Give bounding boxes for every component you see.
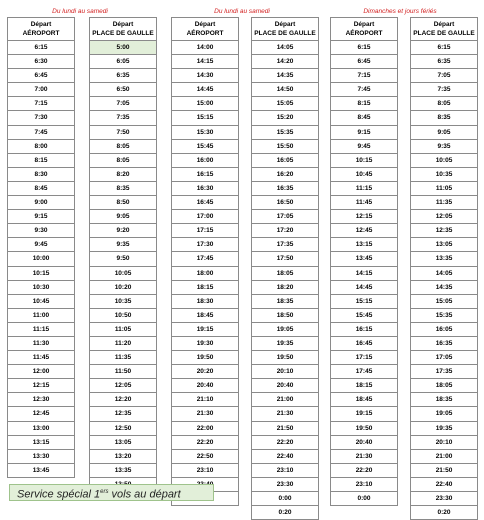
time-cell: 15:00 xyxy=(172,97,238,111)
column-header xyxy=(172,18,238,41)
header-title: Départ xyxy=(433,21,455,28)
time-cell: 10:30 xyxy=(8,281,74,295)
column-weekend-airport xyxy=(330,17,398,506)
time-cell: 8:45 xyxy=(331,111,397,125)
time-cell: 17:15 xyxy=(172,224,238,238)
time-cell: 20:40 xyxy=(252,379,318,393)
column-header xyxy=(8,18,74,41)
column-header xyxy=(331,18,397,41)
time-cell: 18:50 xyxy=(252,309,318,323)
time-cell: 18:15 xyxy=(331,379,397,393)
time-cell: 6:15 xyxy=(411,41,477,55)
time-cell: 13:35 xyxy=(90,464,156,478)
time-cell: 15:45 xyxy=(172,140,238,154)
time-cell: 16:50 xyxy=(252,196,318,210)
time-cell: 16:20 xyxy=(252,168,318,182)
time-cell: 7:50 xyxy=(90,126,156,140)
time-cell: 6:50 xyxy=(90,83,156,97)
time-cell: 8:00 xyxy=(8,140,74,154)
time-cell: 17:15 xyxy=(331,351,397,365)
time-cell: 16:15 xyxy=(331,323,397,337)
time-cell: 13:05 xyxy=(90,436,156,450)
time-cell: 14:50 xyxy=(252,83,318,97)
time-cell: 14:45 xyxy=(172,83,238,97)
time-cell: 0:00 xyxy=(252,492,318,506)
time-cell: 14:15 xyxy=(331,267,397,281)
time-cell: 11:45 xyxy=(8,351,74,365)
column-weekday-place-de-gaulle-afternoon xyxy=(251,17,319,520)
time-cell: 7:05 xyxy=(411,69,477,83)
time-cell: 8:05 xyxy=(411,97,477,111)
time-cell: 8:35 xyxy=(411,111,477,125)
column-header xyxy=(411,18,477,41)
time-cell: 9:35 xyxy=(90,238,156,252)
time-cell: 10:05 xyxy=(90,267,156,281)
banner-superscript: ers xyxy=(100,489,109,495)
time-cell: 14:35 xyxy=(411,281,477,295)
time-cell: 19:35 xyxy=(411,422,477,436)
time-cell: 8:15 xyxy=(8,154,74,168)
time-cell: 15:05 xyxy=(411,295,477,309)
time-cell: 15:20 xyxy=(252,111,318,125)
time-cell: 9:35 xyxy=(411,140,477,154)
time-cell: 23:10 xyxy=(252,464,318,478)
time-cell: 14:15 xyxy=(172,55,238,69)
time-cell: 7:05 xyxy=(90,97,156,111)
time-cell: 16:05 xyxy=(252,154,318,168)
time-cell: 7:45 xyxy=(331,83,397,97)
time-cell: 17:45 xyxy=(331,365,397,379)
time-cell: 12:35 xyxy=(411,224,477,238)
time-cell: 0:00 xyxy=(331,492,397,506)
time-cell: 8:45 xyxy=(8,182,74,196)
time-cell: 8:30 xyxy=(8,168,74,182)
time-cell: 23:10 xyxy=(172,464,238,478)
header-subtitle: AÉROPORT xyxy=(22,30,60,37)
time-cell: 0:20 xyxy=(411,506,477,520)
time-cell: 7:00 xyxy=(8,83,74,97)
banner-prefix: Service spécial 1 xyxy=(17,488,101,501)
time-cell: 10:15 xyxy=(331,154,397,168)
time-cell: 11:35 xyxy=(90,351,156,365)
time-cell: 17:20 xyxy=(252,224,318,238)
time-cell: 17:35 xyxy=(252,238,318,252)
time-list xyxy=(252,41,318,520)
time-cell: 9:00 xyxy=(8,196,74,210)
time-cell: 12:50 xyxy=(90,422,156,436)
time-cell: 17:00 xyxy=(172,210,238,224)
time-cell: 17:05 xyxy=(252,210,318,224)
time-cell: 13:00 xyxy=(8,422,74,436)
column-weekend-place-de-gaulle xyxy=(410,17,478,520)
time-cell: 15:50 xyxy=(252,140,318,154)
time-cell: 20:40 xyxy=(331,436,397,450)
time-cell: 15:35 xyxy=(252,126,318,140)
time-cell: 17:05 xyxy=(411,351,477,365)
time-cell: 0:20 xyxy=(252,506,318,520)
time-cell: 16:35 xyxy=(252,182,318,196)
time-cell: 13:45 xyxy=(8,464,74,478)
time-cell: 19:05 xyxy=(411,407,477,421)
time-cell: 21:50 xyxy=(411,464,477,478)
time-cell: 21:10 xyxy=(172,393,238,407)
time-cell: 21:00 xyxy=(252,393,318,407)
time-cell: 6:35 xyxy=(411,55,477,69)
time-cell: 13:15 xyxy=(331,238,397,252)
time-cell: 13:20 xyxy=(90,450,156,464)
time-list xyxy=(8,41,74,478)
column-header xyxy=(252,18,318,41)
time-cell: 8:35 xyxy=(90,182,156,196)
time-cell: 10:45 xyxy=(331,168,397,182)
time-cell: 15:05 xyxy=(252,97,318,111)
time-cell: 18:00 xyxy=(172,267,238,281)
time-cell: 22:20 xyxy=(331,464,397,478)
time-cell: 18:45 xyxy=(331,393,397,407)
time-cell: 17:50 xyxy=(252,252,318,266)
time-cell: 13:15 xyxy=(8,436,74,450)
column-weekday-airport xyxy=(7,17,75,478)
time-cell: 9:05 xyxy=(411,126,477,140)
header-title: Départ xyxy=(274,21,296,28)
time-cell: 22:50 xyxy=(172,450,238,464)
time-cell: 7:45 xyxy=(8,126,74,140)
time-cell: 19:15 xyxy=(331,407,397,421)
time-cell: 18:05 xyxy=(252,267,318,281)
time-cell: 20:10 xyxy=(411,436,477,450)
time-cell: 14:05 xyxy=(252,41,318,55)
time-cell: 8:05 xyxy=(90,154,156,168)
time-cell: 10:15 xyxy=(8,267,74,281)
time-cell: 12:20 xyxy=(90,393,156,407)
time-cell: 20:20 xyxy=(172,365,238,379)
time-cell: 12:45 xyxy=(331,224,397,238)
time-cell: 8:20 xyxy=(90,168,156,182)
header-title: Départ xyxy=(353,21,375,28)
time-cell: 6:35 xyxy=(90,69,156,83)
time-cell: 12:35 xyxy=(90,407,156,421)
time-cell: 23:10 xyxy=(331,478,397,492)
time-cell: 11:05 xyxy=(411,182,477,196)
time-cell: 20:40 xyxy=(172,379,238,393)
time-cell: 16:00 xyxy=(172,154,238,168)
time-cell: 11:20 xyxy=(90,337,156,351)
time-cell: 6:05 xyxy=(90,55,156,69)
time-cell: 12:45 xyxy=(8,407,74,421)
time-cell: 11:50 xyxy=(90,365,156,379)
time-cell: 21:30 xyxy=(252,407,318,421)
time-cell: 21:30 xyxy=(331,450,397,464)
time-cell: 8:05 xyxy=(90,140,156,154)
time-cell: 18:45 xyxy=(172,309,238,323)
time-cell: 16:45 xyxy=(172,196,238,210)
time-cell: 17:30 xyxy=(172,238,238,252)
time-cell: 11:15 xyxy=(8,323,74,337)
time-cell: 15:15 xyxy=(331,295,397,309)
time-cell: 15:30 xyxy=(172,126,238,140)
time-list xyxy=(411,41,477,520)
time-cell: 7:15 xyxy=(331,69,397,83)
time-cell: 7:35 xyxy=(90,111,156,125)
time-cell: 18:35 xyxy=(411,393,477,407)
time-cell: 6:45 xyxy=(8,69,74,83)
time-cell: 14:35 xyxy=(252,69,318,83)
header-subtitle: PLACE DE GAULLE xyxy=(413,30,475,37)
time-cell: 10:35 xyxy=(411,168,477,182)
time-cell: 19:30 xyxy=(172,337,238,351)
time-cell: 9:15 xyxy=(331,126,397,140)
time-cell: 13:35 xyxy=(411,252,477,266)
time-cell: 6:45 xyxy=(331,55,397,69)
time-cell: 12:15 xyxy=(8,379,74,393)
time-list xyxy=(331,41,397,506)
time-cell: 6:15 xyxy=(8,41,74,55)
time-cell: 11:45 xyxy=(331,196,397,210)
header-title: Départ xyxy=(30,21,52,28)
caption-weekday-1: Du lundi au samedi xyxy=(52,8,108,15)
time-cell: 9:45 xyxy=(331,140,397,154)
time-cell: 16:15 xyxy=(172,168,238,182)
time-cell: 10:45 xyxy=(8,295,74,309)
time-cell: 19:35 xyxy=(252,337,318,351)
time-cell: 16:35 xyxy=(411,337,477,351)
banner-suffix: vols au départ xyxy=(108,488,181,501)
time-cell: 12:05 xyxy=(90,379,156,393)
time-cell: 13:05 xyxy=(411,238,477,252)
time-cell: 9:30 xyxy=(8,224,74,238)
header-subtitle: PLACE DE GAULLE xyxy=(254,30,316,37)
time-cell: 23:30 xyxy=(411,492,477,506)
time-cell: 5:00 xyxy=(90,41,156,55)
time-cell: 8:15 xyxy=(331,97,397,111)
column-weekday-place-de-gaulle xyxy=(89,17,157,492)
time-cell: 18:05 xyxy=(411,379,477,393)
time-cell: 10:50 xyxy=(90,309,156,323)
column-header xyxy=(90,18,156,41)
caption-weekend: Dimanches et jours fériés xyxy=(363,8,437,15)
time-cell: 17:35 xyxy=(411,365,477,379)
time-cell: 11:00 xyxy=(8,309,74,323)
time-cell: 21:00 xyxy=(411,450,477,464)
time-cell: 7:15 xyxy=(8,97,74,111)
time-cell: 22:40 xyxy=(411,478,477,492)
time-cell: 21:50 xyxy=(252,422,318,436)
time-cell: 9:45 xyxy=(8,238,74,252)
time-cell: 18:15 xyxy=(172,281,238,295)
time-cell: 7:30 xyxy=(8,111,74,125)
time-cell: 6:15 xyxy=(331,41,397,55)
header-title: Départ xyxy=(194,21,216,28)
time-cell: 19:15 xyxy=(172,323,238,337)
time-cell: 11:35 xyxy=(411,196,477,210)
time-cell: 14:45 xyxy=(331,281,397,295)
time-cell: 9:20 xyxy=(90,224,156,238)
time-cell: 19:05 xyxy=(252,323,318,337)
header-title: Départ xyxy=(112,21,134,28)
time-cell: 20:10 xyxy=(252,365,318,379)
time-cell: 9:05 xyxy=(90,210,156,224)
time-cell: 19:50 xyxy=(172,351,238,365)
time-cell: 18:35 xyxy=(252,295,318,309)
special-service-banner xyxy=(9,484,214,501)
time-cell: 12:15 xyxy=(331,210,397,224)
time-cell: 16:30 xyxy=(172,182,238,196)
time-cell: 14:00 xyxy=(172,41,238,55)
time-cell: 15:15 xyxy=(172,111,238,125)
caption-weekday-2: Du lundi au samedi xyxy=(214,8,270,15)
time-cell: 12:05 xyxy=(411,210,477,224)
time-cell: 18:30 xyxy=(172,295,238,309)
time-list xyxy=(172,41,238,506)
time-cell: 14:05 xyxy=(411,267,477,281)
time-list xyxy=(90,41,156,492)
time-cell: 22:40 xyxy=(252,450,318,464)
time-cell: 9:50 xyxy=(90,252,156,266)
time-cell: 15:45 xyxy=(331,309,397,323)
time-cell: 14:30 xyxy=(172,69,238,83)
time-cell: 11:15 xyxy=(331,182,397,196)
column-weekday-airport-afternoon xyxy=(171,17,239,506)
header-subtitle: PLACE DE GAULLE xyxy=(92,30,154,37)
time-cell: 10:00 xyxy=(8,252,74,266)
time-cell: 16:45 xyxy=(331,337,397,351)
time-cell: 10:35 xyxy=(90,295,156,309)
time-cell: 19:50 xyxy=(331,422,397,436)
time-cell: 22:20 xyxy=(252,436,318,450)
time-cell: 10:20 xyxy=(90,281,156,295)
time-cell: 12:30 xyxy=(8,393,74,407)
time-cell: 12:00 xyxy=(8,365,74,379)
time-cell: 23:30 xyxy=(252,478,318,492)
time-cell: 22:20 xyxy=(172,436,238,450)
time-cell: 19:50 xyxy=(252,351,318,365)
time-cell: 13:45 xyxy=(331,252,397,266)
time-cell: 8:50 xyxy=(90,196,156,210)
time-cell: 15:35 xyxy=(411,309,477,323)
time-cell: 10:05 xyxy=(411,154,477,168)
time-cell: 22:00 xyxy=(172,422,238,436)
time-cell: 6:30 xyxy=(8,55,74,69)
time-cell: 21:30 xyxy=(172,407,238,421)
time-cell: 18:20 xyxy=(252,281,318,295)
time-cell: 9:15 xyxy=(8,210,74,224)
time-cell: 11:30 xyxy=(8,337,74,351)
time-cell: 11:05 xyxy=(90,323,156,337)
time-cell: 7:35 xyxy=(411,83,477,97)
time-cell: 17:45 xyxy=(172,252,238,266)
time-cell: 13:30 xyxy=(8,450,74,464)
time-cell: 14:20 xyxy=(252,55,318,69)
time-cell: 16:05 xyxy=(411,323,477,337)
header-subtitle: AÉROPORT xyxy=(186,30,224,37)
header-subtitle: AÉROPORT xyxy=(345,30,383,37)
